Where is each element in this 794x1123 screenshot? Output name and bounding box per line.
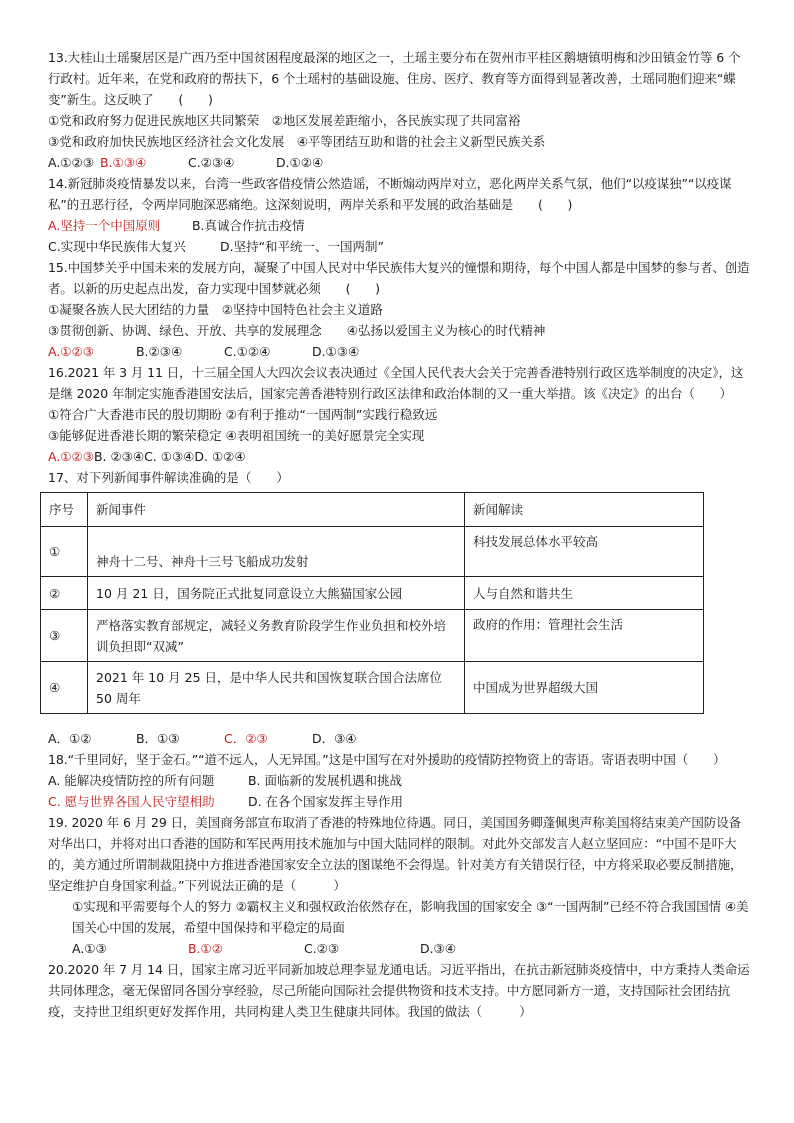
q19-stem: 19. 2020 年 6 月 29 日，美国商务部宣布取消了香港的特殊地位待遇。同日，美国国务卿蓬佩奥声称美国将结束美产国防设备对华出口，并将对出口香港的国防和军民两用技术施加与中国大陆同样的限制。对此外交部发言人赵立坚回应：“中国不是吓大的，美方通过所谓制裁阻挠中方推进香港国家安全立法的图谋绝不会得逞。针对美方有关错误行径，中方将采取必要反制措施，坚定维护自身国家利益。”下列说法正确的是（ ） (48, 815, 743, 893)
table-row (41, 610, 704, 662)
row-event: 神舟十二号、神舟十三号飞船成功发射 (88, 527, 465, 577)
header-num: 序号 (41, 493, 88, 527)
q19-option-b: B.①② (187, 941, 223, 956)
q19-options (48, 938, 750, 959)
q13-option-b: B.①③④ (99, 155, 147, 170)
q13-option-a: A.①②③ (48, 155, 94, 170)
news-table (40, 492, 704, 714)
q15-statement-1: ①凝聚各族人民大团结的力量 ②坚持中国特色社会主义道路 (48, 302, 383, 317)
header-reading: 新闻解读 (465, 493, 704, 527)
q18-option-d: D. 在各个国家发挥主导作用 (247, 794, 404, 809)
q19-option-c: C.②③ (303, 941, 340, 956)
q14-option-c: C.实现中华民族伟大复兴 (48, 239, 186, 254)
row-num: ② (41, 577, 88, 610)
q14-options-row2 (48, 236, 750, 257)
q15-options (48, 341, 750, 362)
q17-option-d: D．③④ (311, 731, 357, 746)
table-row (41, 577, 704, 610)
q16-options-rest: B. ②③④C. ①③④D. ①②④ (93, 449, 246, 464)
row-event: 10 月 21 日，国务院正式批复同意设立大熊猫国家公园 (88, 577, 465, 610)
row-reading: 政府的作用：管理社会生活 (465, 610, 704, 662)
q19-option-d: D.③④ (419, 941, 456, 956)
q13-stem: 13.大桂山土瑶聚居区是广西乃至中国贫困程度最深的地区之一，土瑶主要分布在贺州市平桂区鹅塘镇明梅和沙田镇金竹等 6 个行政村。近年来，在党和政府的帮扶下，6 个土瑶村的基础设施、住房、医疗、教育等方面得到显著改善，土瑶同胞们迎来“蝶变”新生。这反映了 ( ) (48, 50, 741, 107)
q19-option-a: A.①③ (72, 941, 107, 956)
q17-option-b: B．①③ (135, 731, 180, 746)
row-event: 2021 年 10 月 25 日，是中华人民共和国恢复联合国合法席位 50 周年 (88, 662, 465, 714)
q16-options (48, 446, 750, 467)
q14-options-row1 (48, 215, 750, 236)
q16-statement-1: ①符合广大香港市民的殷切期盼 ②有利于推动“一国两制”实践行稳致远 (48, 407, 438, 422)
q14-option-d: D.坚持“和平统一、一国两制” (219, 239, 385, 254)
q18-option-a: A. 能解决疫情防控的所有问题 (48, 773, 215, 788)
q14-option-a: A.坚持一个中国原则 (48, 218, 161, 233)
q15-option-d: D.①③④ (311, 344, 360, 359)
exam-page (48, 47, 750, 1022)
q15-statement-2: ③贯彻创新、协调、绿色、开放、共享的发展理念 ④弘扬以爱国主义为核心的时代精神 (48, 323, 546, 338)
q17-options (48, 728, 750, 749)
q18-option-b: B. 面临新的发展机遇和挑战 (247, 773, 403, 788)
q20-stem: 20.2020 年 7 月 14 日，国家主席习近平同新加坡总理李显龙通电话。习近平指出，在抗击新冠肺炎疫情中，中方秉持人类命运共同体理念，毫无保留同各国分享经验，尽己所能向国际社会提供物资和技术支持。中方愿同新方一道，支持国际社会团结抗疫，支持世卫组织更好发挥作用，共同构建人类卫生健康共同体。我国的做法（ ） (48, 962, 750, 1019)
q18-options-row1 (48, 770, 750, 791)
row-reading: 中国成为世界超级大国 (465, 662, 704, 714)
q16-statement-2: ③能够促进香港长期的繁荣稳定 ④表明祖国统一的美好愿景完全实现 (48, 428, 425, 443)
q17-option-c: C．②③ (223, 731, 268, 746)
row-num: ① (41, 527, 88, 577)
row-reading: 科技发展总体水平较高 (465, 527, 704, 577)
q15-option-a: A.①②③ (48, 344, 94, 359)
table-row (41, 662, 704, 714)
row-num: ③ (41, 610, 88, 662)
q14-option-b: B.真诚合作抗击疫情 (191, 218, 305, 233)
q13-option-c: C.②③④ (187, 155, 235, 170)
q17-option-a: A．①② (48, 731, 92, 746)
row-num: ④ (41, 662, 88, 714)
table-row (41, 527, 704, 577)
row-reading: 人与自然和谐共生 (465, 577, 704, 610)
q18-stem: 18.“千里同好，坚于金石。”“道不远人，人无异国。”这是中国写在对外援助的疫情防控物资上的寄语。寄语表明中国（ ） (48, 752, 726, 767)
row-event: 严格落实教育部规定，减轻义务教育阶段学生作业负担和校外培训负担即“双减” (88, 610, 465, 662)
news-table-header (41, 493, 704, 527)
q14-stem: 14.新冠肺炎疫情暴发以来，台湾一些政客借疫情公然造谣，不断煽动两岸对立，恶化两岸关系气氛，他们“以疫谋独”“以疫谋私”的丑恶行径，令两岸同胞深恶痛绝。这深刻说明，两岸关系和平发展的政治基础是 ( ) (48, 176, 732, 212)
header-event: 新闻事件 (88, 493, 465, 527)
q17-stem: 17、对下列新闻事件解读准确的是（ ） (48, 470, 289, 485)
q15-stem: 15.中国梦关乎中国未来的发展方向，凝聚了中国人民对中华民族伟大复兴的憧憬和期待，每个中国人都是中国梦的参与者、创造者。以新的历史起点出发，奋力实现中国梦就必须 ( ) (48, 260, 750, 296)
q16-option-a: A.①②③ (48, 449, 94, 464)
q16-stem: 16.2021 年 3 月 11 日，十三届全国人大四次会议表决通过《全国人民代表大会关于完善香港特别行政区选举制度的决定》，这是继 2020 年制定实施香港国安法后，国家完善香港特别行政区法律和政治体制的又一重大举措。该《决定》的出台（ ） (48, 365, 744, 401)
q13-statement-2: ③党和政府加快民族地区经济社会文化发展 ④平等团结互助和谐的社会主义新型民族关系 (48, 134, 546, 149)
q18-option-c: C. 愿与世界各国人民守望相助 (48, 794, 215, 809)
q18-options-row2 (48, 791, 750, 812)
q15-option-b: B.②③④ (135, 344, 183, 359)
q13-options (48, 152, 750, 173)
q13-statement-1: ①党和政府努力促进民族地区共同繁荣 ②地区发展差距缩小，各民族实现了共同富裕 (48, 113, 521, 128)
q13-option-d: D.①②④ (275, 155, 324, 170)
q15-option-c: C.①②④ (223, 344, 271, 359)
q19-statements: ①实现和平需要每个人的努力 ②霸权主义和强权政治依然存在，影响我国的国家安全 ③“一国两制”已经不符合我国国情 ④美国关心中国的发展，希望中国保持和平稳定的局面 (72, 899, 749, 935)
